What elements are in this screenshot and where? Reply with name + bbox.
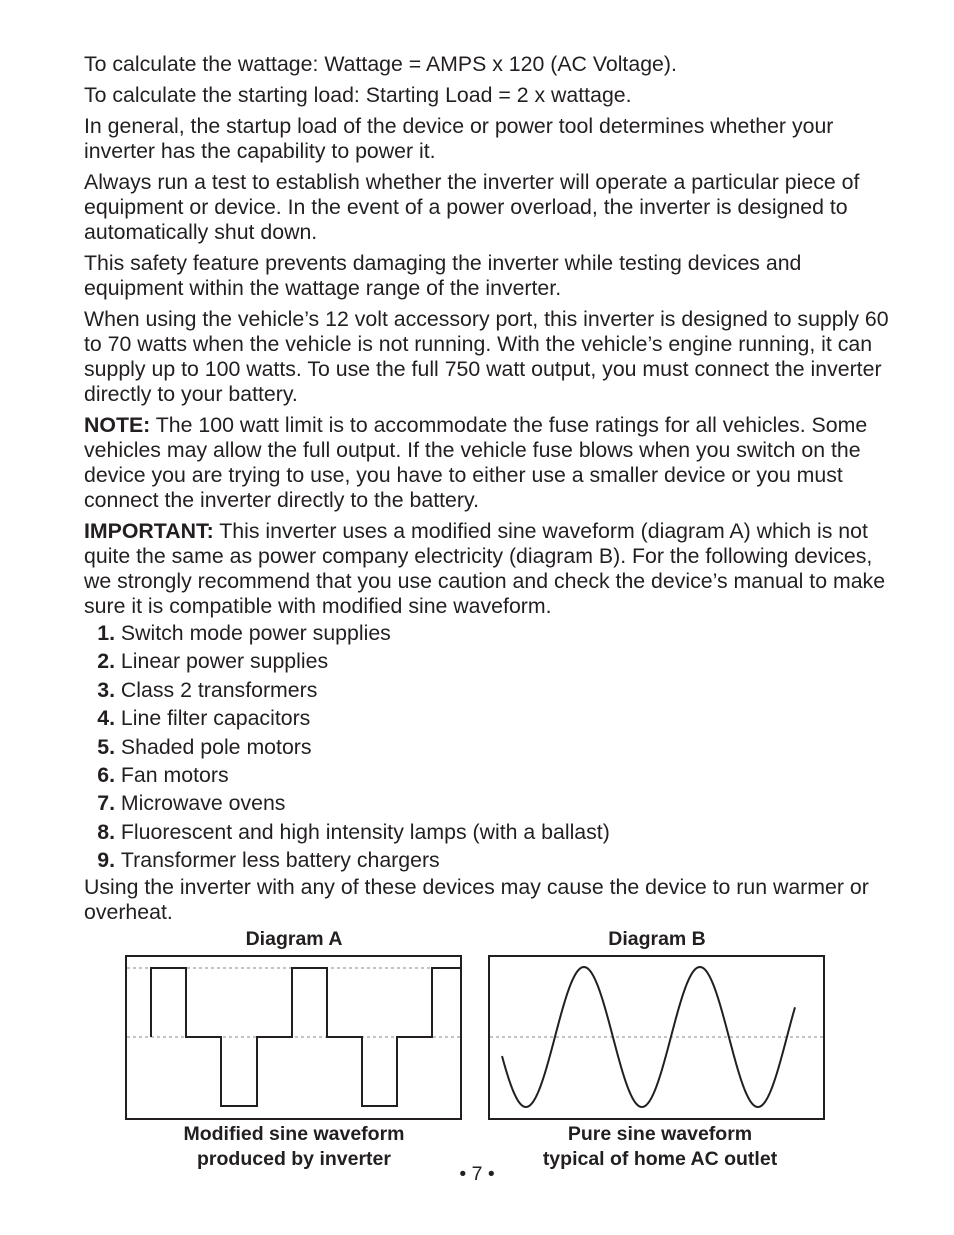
- diagram-b-title: Diagram B: [608, 928, 706, 950]
- list-item-text: Line filter capacitors: [120, 706, 311, 731]
- list-item-number: 9.: [97, 848, 115, 873]
- list-item: [84, 647, 899, 675]
- list-item-number: 5.: [97, 734, 115, 759]
- page-body: [84, 52, 899, 931]
- list-item-text: Shaded pole motors: [120, 734, 312, 759]
- diagram-b-caption-line2: typical of home AC outlet: [542, 1148, 778, 1170]
- list-item: [84, 733, 899, 761]
- device-list: [84, 619, 899, 875]
- list-item-text: Linear power supplies: [120, 649, 329, 674]
- list-item-number: 2.: [97, 649, 115, 674]
- list-item-text: Switch mode power supplies: [120, 621, 391, 645]
- list-item-text: Transformer less battery chargers: [120, 848, 440, 873]
- startup-load-paragraph: In general, the startup load of the device or power tool determines whether your inverter has the capability to power it.: [84, 114, 834, 163]
- list-item-number: 4.: [97, 706, 115, 731]
- modified-sine-trace: [151, 968, 460, 1106]
- note-label: NOTE:: [84, 413, 151, 437]
- important-paragraph: [84, 519, 899, 619]
- list-item: [84, 761, 899, 789]
- list-item-text: Fluorescent and high intensity lamps (with a ballast): [120, 819, 610, 844]
- list-item-number: 6.: [97, 762, 115, 787]
- diagram-a-title: Diagram A: [245, 928, 343, 950]
- note-paragraph: [84, 413, 899, 513]
- important-text: This inverter uses a modified sine waveform (diagram A) which is not quite the same as power company electricity (diagram B). For the following devices, we strongly recommend that you use caution and check the device’s manual to make sure it is compatible with modified sine waveform.: [84, 519, 886, 618]
- safety-feature-paragraph: This safety feature prevents damaging the inverter while testing devices and equipment within the wattage range of the inverter.: [84, 251, 802, 300]
- modified-sine-waveform: [127, 957, 460, 1118]
- wattage-formula: To calculate the wattage: Wattage = AMPS x 120 (AC Voltage).: [84, 52, 677, 76]
- test-paragraph: Always run a test to establish whether the inverter will operate a particular piece of equipment or device. In the event of a power overload, the inverter is designed to automatically shut down.: [84, 170, 860, 244]
- list-item-number: 3.: [97, 677, 115, 702]
- diagram-b-caption-line1: Pure sine waveform: [567, 1123, 753, 1145]
- diagram-a-caption-line2: produced by inverter: [197, 1148, 391, 1170]
- list-item-number: 8.: [97, 819, 115, 844]
- list-item-text: Microwave ovens: [120, 791, 286, 816]
- starting-load-formula: To calculate the starting load: Starting Load = 2 x wattage.: [84, 83, 632, 107]
- overheat-warning-paragraph: Using the inverter with any of these devices may cause the device to run warmer or overheat.: [84, 874, 869, 924]
- list-item-number: 7.: [97, 791, 115, 816]
- diagram-a-caption-line1: Modified sine waveform: [183, 1123, 405, 1145]
- page-number: • 7 •: [459, 1163, 495, 1185]
- list-item-number: 1.: [97, 621, 115, 645]
- list-item-text: Fan motors: [120, 762, 229, 787]
- list-item: [84, 789, 899, 817]
- list-item: [84, 676, 899, 704]
- accessory-port-paragraph: When using the vehicle’s 12 volt accessory port, this inverter is designed to supply 60 to 70 watts when the vehicle is not running. With the vehicle’s engine running, it can supply up to 100 watts. To use the full 750 watt output, you must connect the inverter directly to your battery.: [84, 307, 889, 406]
- diagram-b-box: [488, 955, 825, 1120]
- list-item: [84, 846, 899, 874]
- list-item: [84, 704, 899, 732]
- list-item: [84, 619, 899, 647]
- important-label: IMPORTANT:: [84, 519, 214, 543]
- list-item: [84, 818, 899, 846]
- diagram-a-box: [125, 955, 462, 1120]
- list-item-text: Class 2 transformers: [120, 677, 318, 702]
- pure-sine-waveform: [490, 957, 823, 1118]
- note-text: The 100 watt limit is to accommodate the fuse ratings for all vehicles. Some vehicles may allow the full output. If the vehicle fuse blows when you switch on the device you are trying to use, you have to either use a smaller device or you must connect the inverter directly to the battery.: [84, 413, 868, 512]
